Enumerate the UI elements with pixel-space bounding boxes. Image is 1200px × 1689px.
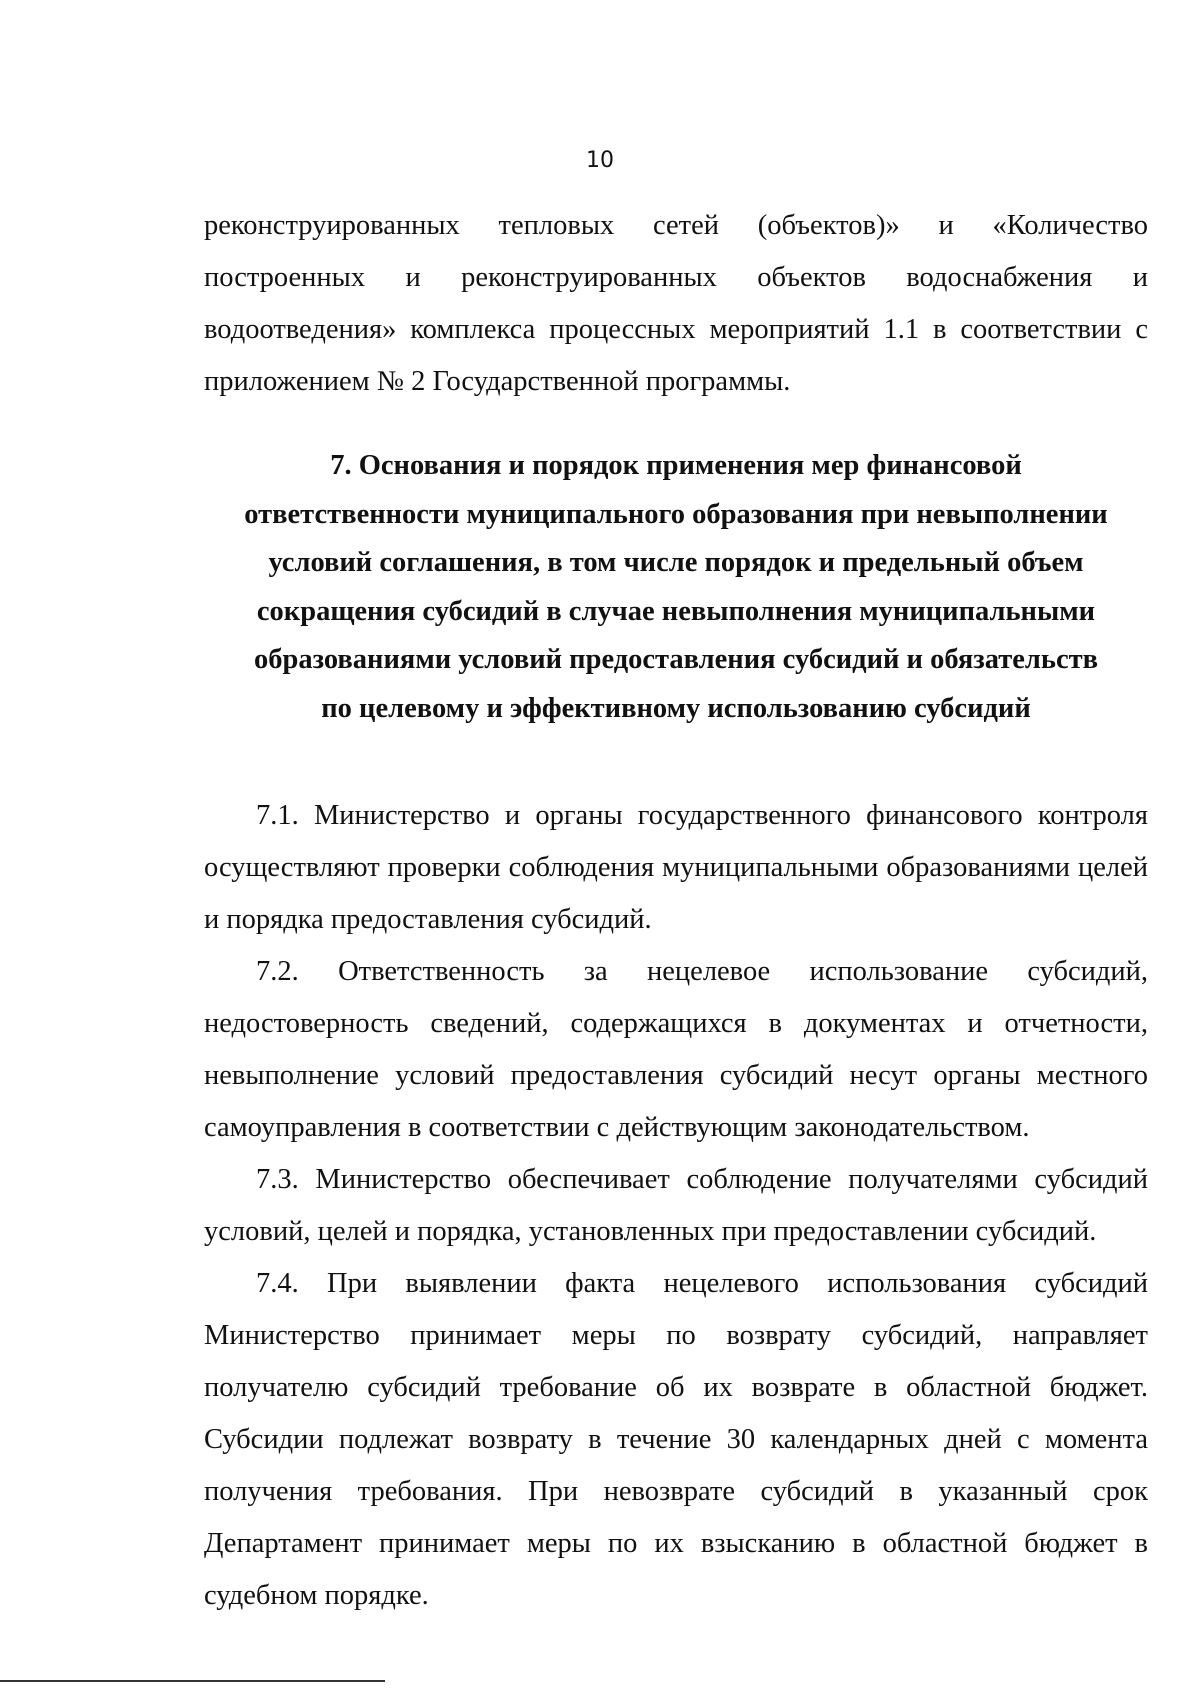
section-heading-line: условий соглашения, в том числе порядок и предельный объем [268,547,1084,578]
paragraph-7-3: 7.3. Министерство обеспечивает соблюдение получателями субсидий условий, целей и порядка, установленных при предоставлении субсидий. [204,1164,1148,1247]
section-heading [204,442,1148,733]
paragraph-7-4: 7.4. При выявлении факта нецелевого использования субсидий Министерство принимает меры по возврату субсидий, направляет получателю субсидий требование об их возврате в областной бюджет. Субсидии подлежат возврату в течение 30 календарных дней с момента получения требования. При невозврате субсидий в указанный срок Департамент принимает меры по их взысканию в областной бюджет в судебном порядке. [204,1268,1148,1611]
section-heading-line: ответственности муниципального образования при невыполнении [244,498,1108,530]
section-heading-line: по целевому и эффективному использованию субсидий [321,692,1031,724]
section-body [204,790,1148,1622]
intro-paragraph-block [204,200,1148,408]
page-number: 10 [586,148,614,173]
section-heading-line: 7. Основания и порядок применения мер финансовой [330,450,1022,481]
paragraph-7-1: 7.1. Министерство и органы государственного финансового контроля осуществляют проверки соблюдения муниципальными образованиями целей и порядка предоставления субсидий. [204,800,1148,935]
intro-paragraph: реконструированных тепловых сетей (объектов)» и «Количество построенных и реконструированных объектов водоснабжения и водоотведения» комплекса процессных мероприятий 1.1 в соответствии с приложением № 2 Государственной программы. [204,210,1148,397]
section-heading-line: сокращения субсидий в случае невыполнения муниципальными [256,595,1096,627]
section-heading-line: образованиями условий предоставления субсидий и обязательств [253,644,1099,675]
bottom-divider [0,1680,385,1682]
paragraph-7-2: 7.2. Ответственность за нецелевое использование субсидий, недостоверность сведений, содержащихся в документах и отчетности, невыполнение условий предоставления субсидий несут органы местного самоуправления в соответствии с действующим законодательством. [204,956,1148,1143]
